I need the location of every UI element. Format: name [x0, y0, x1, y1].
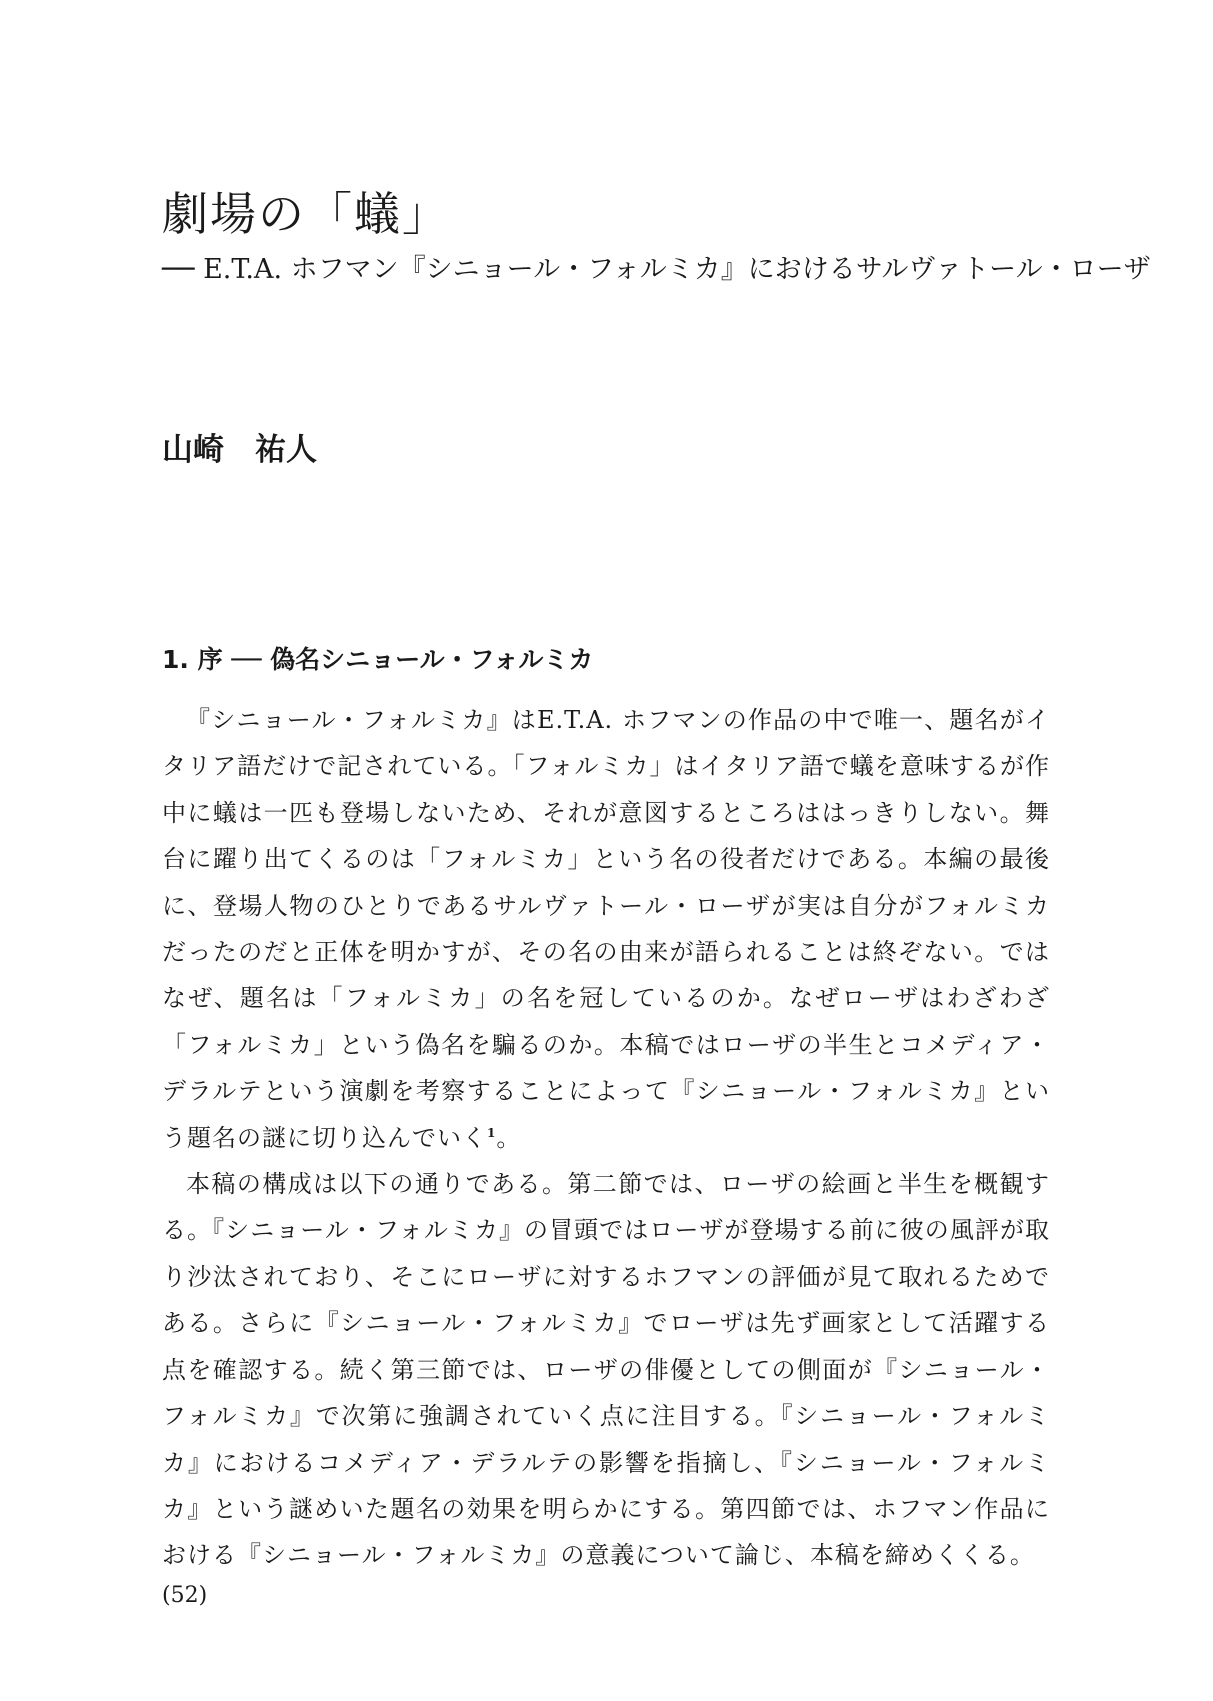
page-number: (52): [162, 1583, 208, 1608]
paragraph-text: 『シニョール・フォルミカ』はE.T.A. ホフマンの作品の中で唯一、題名がイタリア語だけで記されている。「フォルミカ」はイタリア語で蟻を意味するが作中に蟻は一匹も登場しないため、それが意図するところははっきりしない。舞台に躍り出てくるのは「フォルミカ」という名の役者だけである。本編の最後に、登場人物のひとりであるサルヴァトール・ローザが実は自分がフォルミカだったのだと正体を明かすが、その名の由来が語られることは終ぞない。ではなぜ、題名は「フォルミカ」の名を冠しているのか。なぜローザはわざわざ「フォルミカ」という偽名を騙るのか。本稿ではローザの半生とコメディア・デラルテという演劇を考察することによって『シニョール・フォルミカ』という題名の謎に切り込んでいく: [162, 706, 1050, 1152]
paragraph: [162, 697, 1050, 1161]
paragraph: [162, 1161, 1050, 1579]
paragraph-end: 。: [496, 1123, 522, 1152]
body-text: [162, 697, 1050, 1579]
article-subtitle: ── E.T.A. ホフマン『シニョール・フォルミカ』におけるサルヴァトール・ローザ: [162, 254, 1151, 285]
section-heading: 1. 序 ── 偽名シニョール・フォルミカ: [162, 645, 594, 674]
footnote-marker[interactable]: 1: [487, 1125, 497, 1140]
paragraph-text: 本稿の構成は以下の通りである。第二節では、ローザの絵画と半生を概観する。『シニョール・フォルミカ』の冒頭ではローザが登場する前に彼の風評が取り沙汰されており、そこにローザに対するホフマンの評価が見て取れるためである。さらに『シニョール・フォルミカ』でローザは先ず画家として活躍する点を確認する。続く第三節では、ローザの俳優としての側面が『シニョール・フォルミカ』で次第に強調されていく点に注目する。『シニョール・フォルミカ』におけるコメディア・デラルテの影響を指摘し、『シニョール・フォルミカ』という謎めいた題名の効果を明らかにする。第四節では、ホフマン作品における『シニョール・フォルミカ』の意義について論じ、本稿を締めくくる。: [162, 1170, 1050, 1570]
article-title: 劇場の「蟻」: [162, 187, 450, 241]
author-name: 山崎 祐人: [162, 432, 317, 468]
